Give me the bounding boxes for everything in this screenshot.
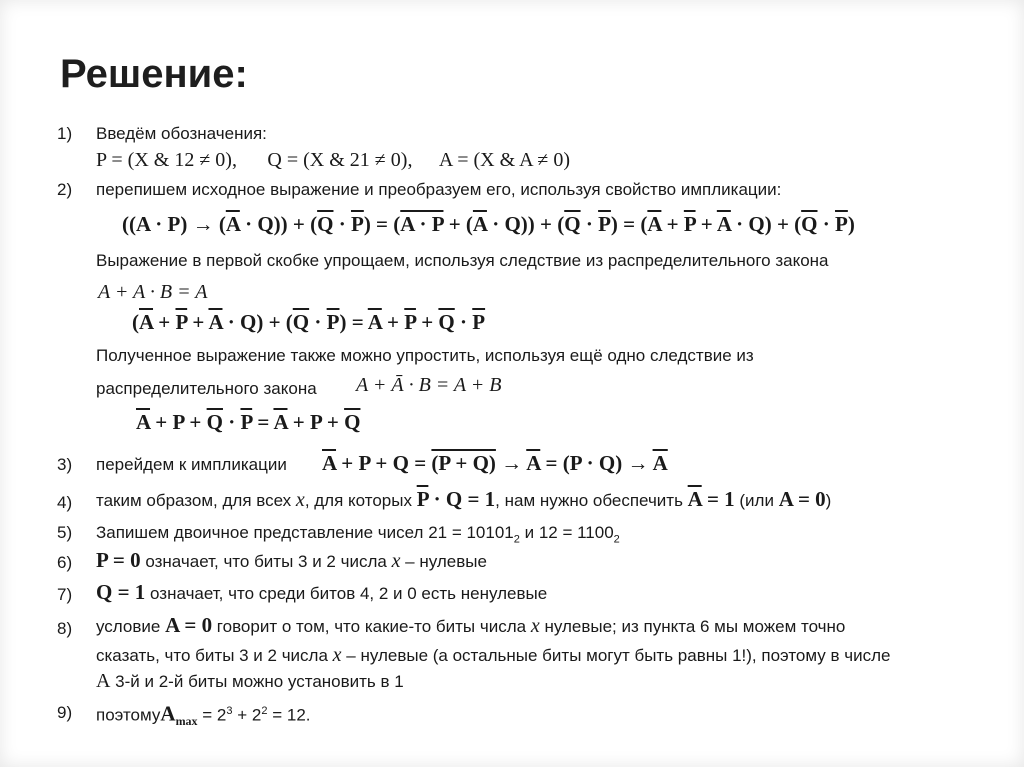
item-text: означает, что биты 3 и 2 числа xyxy=(140,552,392,571)
item-text: сказать, что биты 3 и 2 числа xyxy=(96,646,333,665)
item-text: – нулевые (а остальные биты могут быть равны 1!), поэтому в числе xyxy=(341,646,891,665)
var-x: x xyxy=(332,644,342,666)
eq-q1: Q = 1 xyxy=(96,580,146,604)
item-text: = 2 xyxy=(197,705,227,725)
item-text: и 12 = 1100 xyxy=(519,523,614,542)
item-text: поэтому xyxy=(96,705,161,725)
item-6-line xyxy=(96,549,487,573)
definitions-formula xyxy=(96,146,570,176)
item-number: 8) xyxy=(57,619,73,638)
page-title: Решение: xyxy=(60,52,248,96)
item-text: перейдем к импликации xyxy=(96,455,287,474)
item-5-line xyxy=(96,522,620,550)
item-4-line xyxy=(96,488,831,512)
superscript: 3 xyxy=(226,705,233,717)
item-text: условие xyxy=(96,617,166,636)
item-text: перепишем исходное выражение и преобразуем его, используя свойство импликации: xyxy=(96,180,782,199)
paragraph-text: Выражение в первой скобке упрощаем, используя следствие из распределительного закона xyxy=(96,251,829,270)
item-9-line xyxy=(96,700,311,732)
implication-formula: $((A \cdot P) \to (\overline{A} \cdot Q)) + (\overline{Q} \cdot \overline{P}) = (A \cdot P + (\overline{A} \cdot Q)) + (\overline{Q} \cdot \overline{P}) = (\overline{A} + \overline{P} + \overline{A} \cdot Q) + (\overline{Q} \cdot \overline{P})$ xyxy=(122,212,855,236)
item-text: , нам нужно обеспечить xyxy=(495,491,688,510)
item-number: 2) xyxy=(57,180,73,199)
var-amax: A xyxy=(160,701,176,726)
item-text: = 12. xyxy=(267,705,311,725)
item-text: говорит о том, что какие-то биты числа xyxy=(212,617,531,636)
paragraph-text: Полученное выражение также можно упростить, используя ещё одно следствие из xyxy=(96,346,754,365)
cond-pq: $\overline{P} \cdot Q = 1$ xyxy=(416,487,496,511)
item-7-line xyxy=(96,581,547,605)
item-text: 3-й и 2-й биты можно установить в 1 xyxy=(110,672,404,691)
simplify2-formula: $\overline{A} + P + \overline{Q} \cdot \overline{P} = \overline{A} + P + \overline{Q}$ xyxy=(136,410,361,434)
var-a: A xyxy=(96,670,111,692)
item-text: , для которых xyxy=(304,491,417,510)
item-text: Введём обозначения: xyxy=(96,124,267,143)
eq-a0: A = 0 xyxy=(165,613,213,637)
cond-a1: $\overline{A} = 1$ xyxy=(687,487,735,511)
law1-formula xyxy=(98,278,207,308)
def-a: A = (X & A ≠ 0) xyxy=(438,149,571,171)
def-p: P = (X & 12 ≠ 0), xyxy=(96,149,237,171)
item-text: означает, что среди битов 4, 2 и 0 есть ненулевые xyxy=(145,584,548,603)
item-number: 3) xyxy=(57,455,73,474)
eq-p0: P = 0 xyxy=(96,548,141,572)
item-text: нулевые; из пункта 6 мы можем точно xyxy=(539,617,846,636)
cond-a0: A = 0 xyxy=(778,487,826,511)
item-number: 5) xyxy=(57,523,73,542)
item-8-line3 xyxy=(96,670,404,693)
law1: A + A · B = A xyxy=(98,281,208,303)
item-number: 4) xyxy=(57,493,73,512)
def-q: Q = (X & 21 ≠ 0), xyxy=(267,149,413,171)
simplify-formula: $(\overline{A} + \overline{P} + \overline{A} \cdot Q) + (\overline{Q} \cdot \overline{P}) = \overline{A} + \overline{P} + \overline{Q} \cdot \overline{P}$ xyxy=(132,310,486,334)
item-text: + 2 xyxy=(232,705,262,725)
item-number: 1) xyxy=(57,124,73,143)
item-text: таким образом, для всех xyxy=(96,491,296,510)
subscript: max xyxy=(175,714,198,729)
item-text: – нулевые xyxy=(400,552,487,571)
superscript: 2 xyxy=(261,705,268,717)
implication2-formula: $\overline{A} + P + Q = (P + Q) \to \overline{A} = (P \cdot Q) \to \overline{A}$ xyxy=(322,451,668,475)
item-text: Запишем двоичное представление чисел 21 = 10101 xyxy=(96,523,514,542)
item-number: 6) xyxy=(57,553,73,572)
subscript: 2 xyxy=(513,533,520,546)
item-text: (или xyxy=(734,491,779,510)
item-8-line2 xyxy=(96,644,890,667)
paragraph-text: распределительного закона xyxy=(96,379,317,398)
subscript: 2 xyxy=(613,533,620,546)
var-x: x xyxy=(391,550,401,572)
item-number: 9) xyxy=(57,703,73,722)
law2: A + Ā · B = A + B xyxy=(356,374,502,396)
item-8-line1 xyxy=(96,614,845,638)
var-x: x xyxy=(530,615,540,637)
item-text: ) xyxy=(825,491,832,510)
var-x: x xyxy=(295,489,305,511)
item-number: 7) xyxy=(57,585,73,604)
